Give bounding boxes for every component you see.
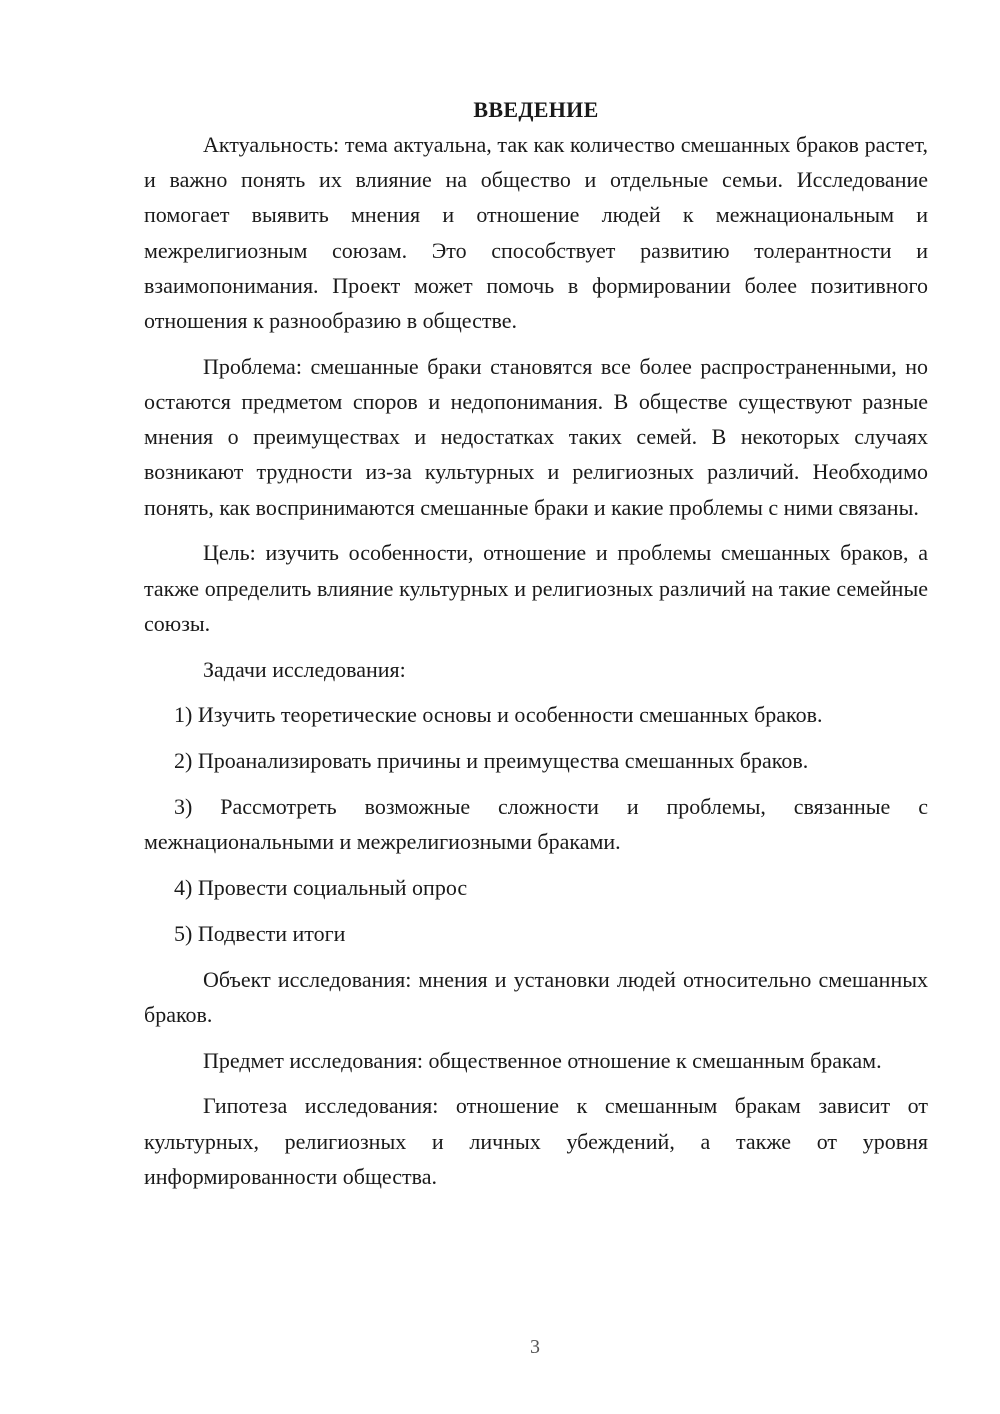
tasks-list [144, 697, 928, 951]
page-number: 3 [530, 1336, 540, 1358]
subject-paragraph: Предмет исследования: общественное отношение к смешанным бракам. [203, 1047, 882, 1073]
relevance-paragraph: Актуальность: тема актуальна, так как количество смешанных браков растет, и важно понять их влияние на общество и отдельные семьи. Исследование помогает выявить мнения и отношение людей к межнациональным и межрелигиозным союзам. Это способствует развитию толерантности и взаимопонимания. Проект может помочь в формировании более позитивного отношения к разнообразию в обществе. [144, 132, 928, 334]
object-paragraph: Объект исследования: мнения и установки людей относительно смешанных браков. [144, 966, 928, 1027]
task-item-2: 2) Проанализировать причины и преимущества смешанных браков. [174, 748, 809, 774]
task-item-1: 1) Изучить теоретические основы и особенности смешанных браков. [174, 702, 823, 728]
task-item-3: 3) Рассмотреть возможные сложности и проблемы, связанные с межнациональными и межрелигиозными браками. [144, 794, 928, 855]
task-item-5: 5) Подвести итоги [174, 920, 346, 946]
section-title: ВВЕДЕНИЕ [473, 97, 599, 122]
goal-paragraph: Цель: изучить особенности, отношение и проблемы смешанных браков, а также определить влияние культурных и религиозных различий на такие семейные союзы. [144, 540, 928, 636]
document-page [144, 92, 928, 1194]
task-item-4: 4) Провести социальный опрос [174, 875, 468, 901]
hypothesis-paragraph: Гипотеза исследования: отношение к смешанным бракам зависит от культурных, религиозных и личных убеждений, а также от уровня информированности общества. [144, 1093, 928, 1189]
problem-paragraph: Проблема: смешанные браки становятся все более распространенными, но остаются предметом споров и недопонимания. В обществе существуют разные мнения о преимуществах и недостатках таких семей. В некоторых случаях возникают трудности из-за культурных и религиозных различий. Необходимо понять, как воспринимаются смешанные браки и какие проблемы с ними связаны. [144, 353, 928, 520]
tasks-heading: Задачи исследования: [203, 656, 406, 682]
